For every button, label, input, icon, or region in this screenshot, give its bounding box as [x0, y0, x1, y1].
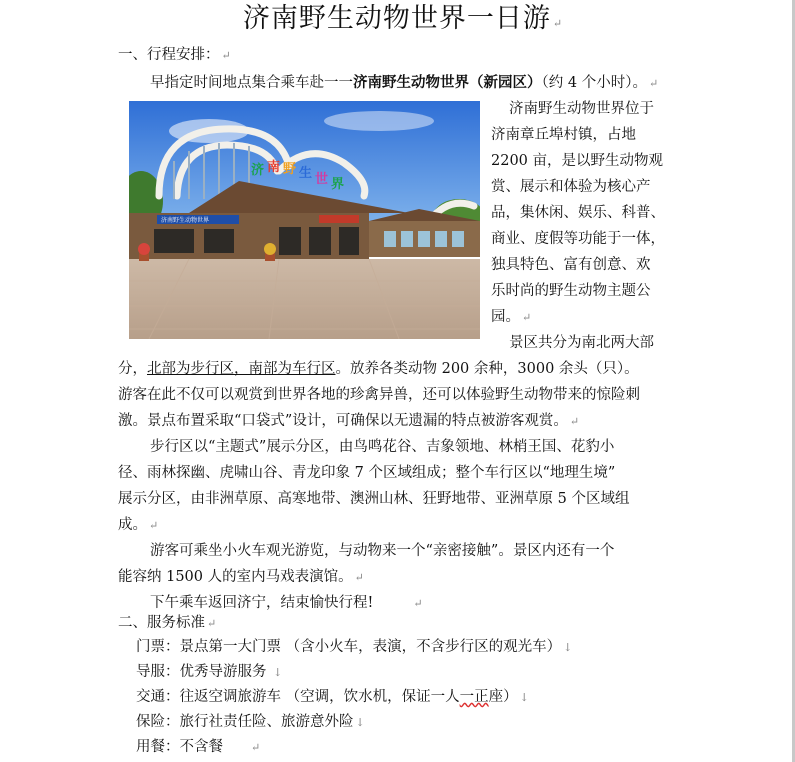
service-label: 交通： — [136, 689, 180, 705]
service-value: 景点第一大门票 （含小火车，表演，不含步行区的观光车） — [179, 639, 562, 655]
title-text: 济南野生动物世界一日游 — [242, 3, 551, 34]
service-value-b: 座） — [488, 689, 518, 705]
line-break-mark: ↓ — [563, 641, 573, 654]
paragraph-4-line — [150, 538, 614, 564]
paragraph-mark: ↵ — [251, 741, 261, 754]
line-break-mark: ↓ — [519, 691, 529, 704]
side-line — [491, 200, 665, 226]
svg-text:南: 南 — [267, 160, 281, 175]
service-item-meals — [136, 734, 260, 761]
paragraph-3-line — [118, 460, 615, 486]
intro-text-b: （约 4 个小时）。 — [541, 75, 647, 91]
side-line-text: 济南野生动物世界位于 — [509, 101, 654, 117]
paragraph-3-line — [118, 512, 158, 539]
p3-text: 径、雨林探幽、虎啸山谷、青龙印象 7 个区域组成；整个车行区以“地理生境” — [118, 465, 616, 481]
side-line — [491, 226, 665, 252]
intro-paragraph — [150, 70, 658, 97]
section-heading-text: 二、服务标准 — [118, 615, 205, 631]
paragraph-mark: ↵ — [569, 415, 580, 428]
paragraph-4-line — [118, 564, 364, 591]
service-item-insurance — [136, 709, 365, 736]
side-line-text: 2200 亩，是以野生动物观 — [491, 153, 664, 169]
side-line-text: 商业、度假等功能于一体， — [491, 231, 665, 247]
document-title — [118, 2, 688, 41]
paragraph-2-line — [118, 408, 579, 435]
zoo-entrance-illustration — [129, 101, 480, 339]
service-value: 优秀导游服务 — [179, 664, 272, 680]
side-line — [491, 304, 531, 331]
p3-text: 步行区以“主题式”展示分区，由鸟鸣花谷、吉象领地、林梢王国、花豹小 — [150, 439, 615, 455]
side-line — [491, 252, 651, 278]
paragraph-mark: ↵ — [149, 519, 159, 532]
line-break-mark: ↓ — [273, 666, 283, 679]
side-line-text: 独具特色、富有创意、欢 — [491, 257, 651, 273]
p2-text-b: 。放养各类动物 200 余种，3000 余头（只）。 — [335, 361, 639, 377]
svg-text:济: 济 — [251, 163, 265, 178]
service-label: 导服： — [136, 664, 180, 680]
side-line-text: 乐时尚的野生动物主题公 — [491, 283, 651, 299]
paragraph-mark: ↵ — [354, 571, 364, 584]
service-item-transport — [136, 684, 529, 711]
p4-text: 游客可乘坐小火车观光游览，与动物来一个“亲密接触”。景区内还有一个 — [150, 543, 615, 559]
spellcheck-underlined-text: 一正 — [459, 689, 489, 705]
side-line — [491, 174, 651, 200]
side-line — [499, 96, 654, 122]
service-value-a: 往返空调旅游车 （空调，饮水机，保证一人 — [179, 689, 460, 705]
paragraph-mark: ↵ — [648, 77, 659, 90]
paragraph-3-line — [118, 486, 629, 512]
service-label: 用餐： — [136, 739, 180, 755]
svg-text:界: 界 — [331, 177, 345, 192]
side-line — [491, 148, 663, 174]
side-line — [491, 122, 636, 148]
intro-text-a: 早指定时间地点集合乘车赴一一 — [150, 75, 353, 91]
service-item-tickets — [136, 634, 572, 661]
p2-text-a: 分， — [118, 361, 147, 377]
p2-text: 激。景点布置采取“口袋式”设计，可确保以无遗漏的特点被游客观赏。 — [118, 413, 568, 429]
paragraph-mark: ↵ — [413, 597, 423, 610]
svg-text:生: 生 — [299, 166, 313, 181]
side-line-text: 品，集休闲、娱乐、科普、 — [491, 205, 665, 221]
paragraph-2-line — [118, 382, 640, 408]
intro-bold-text: 济南野生动物世界（新园区） — [353, 74, 542, 91]
paragraph-mark: ↵ — [522, 311, 532, 324]
paragraph-3-line — [150, 434, 614, 460]
service-label: 门票： — [136, 639, 180, 655]
svg-text:野: 野 — [283, 162, 297, 177]
paragraph-mark: ↵ — [221, 49, 231, 62]
paragraph-mark: ↵ — [207, 617, 217, 630]
section-heading-text: 一、行程安排： — [118, 47, 220, 63]
side-line — [491, 278, 651, 304]
service-value: 旅行社责任险、旅游意外险 — [179, 714, 354, 730]
p4-text: 能容纳 1500 人的室内马戏表演馆。 — [118, 569, 353, 585]
section1-heading — [118, 42, 231, 69]
side-line-text: 园。 — [491, 309, 520, 325]
zoo-entrance-photo — [129, 101, 480, 339]
p5-text: 下午乘车返回济宁，结束愉快行程! — [150, 595, 374, 611]
service-value: 不含餐 — [179, 739, 223, 755]
svg-text:世: 世 — [315, 172, 329, 187]
entrance-sign-text: 济南野生动物世界 — [161, 217, 210, 224]
side-line-text: 赏、展示和体验为核心产 — [491, 179, 651, 195]
p3-text: 展示分区，由非洲草原、高寒地带、澳洲山林、狂野地带、亚洲草原 5 个区域组 — [118, 491, 630, 507]
paragraph-2-line — [118, 356, 639, 382]
side-line — [491, 330, 654, 356]
p2-underlined-text: 北部为步行区，南部为车行区 — [147, 361, 336, 377]
p2-text: 游客在此不仅可以观赏到世界各地的珍禽异兽，还可以体验野生动物带来的惊险刺 — [118, 387, 640, 403]
side-line-text: 景区共分为南北两大部 — [509, 335, 654, 351]
side-line-text: 济南章丘埠村镇，占地 — [491, 127, 636, 143]
section2-heading — [118, 610, 216, 637]
paragraph-mark: ↵ — [552, 17, 564, 30]
service-item-guide — [136, 659, 282, 686]
line-break-mark: ↓ — [355, 716, 365, 729]
p3-text: 成。 — [118, 517, 147, 533]
service-label: 保险： — [136, 714, 180, 730]
